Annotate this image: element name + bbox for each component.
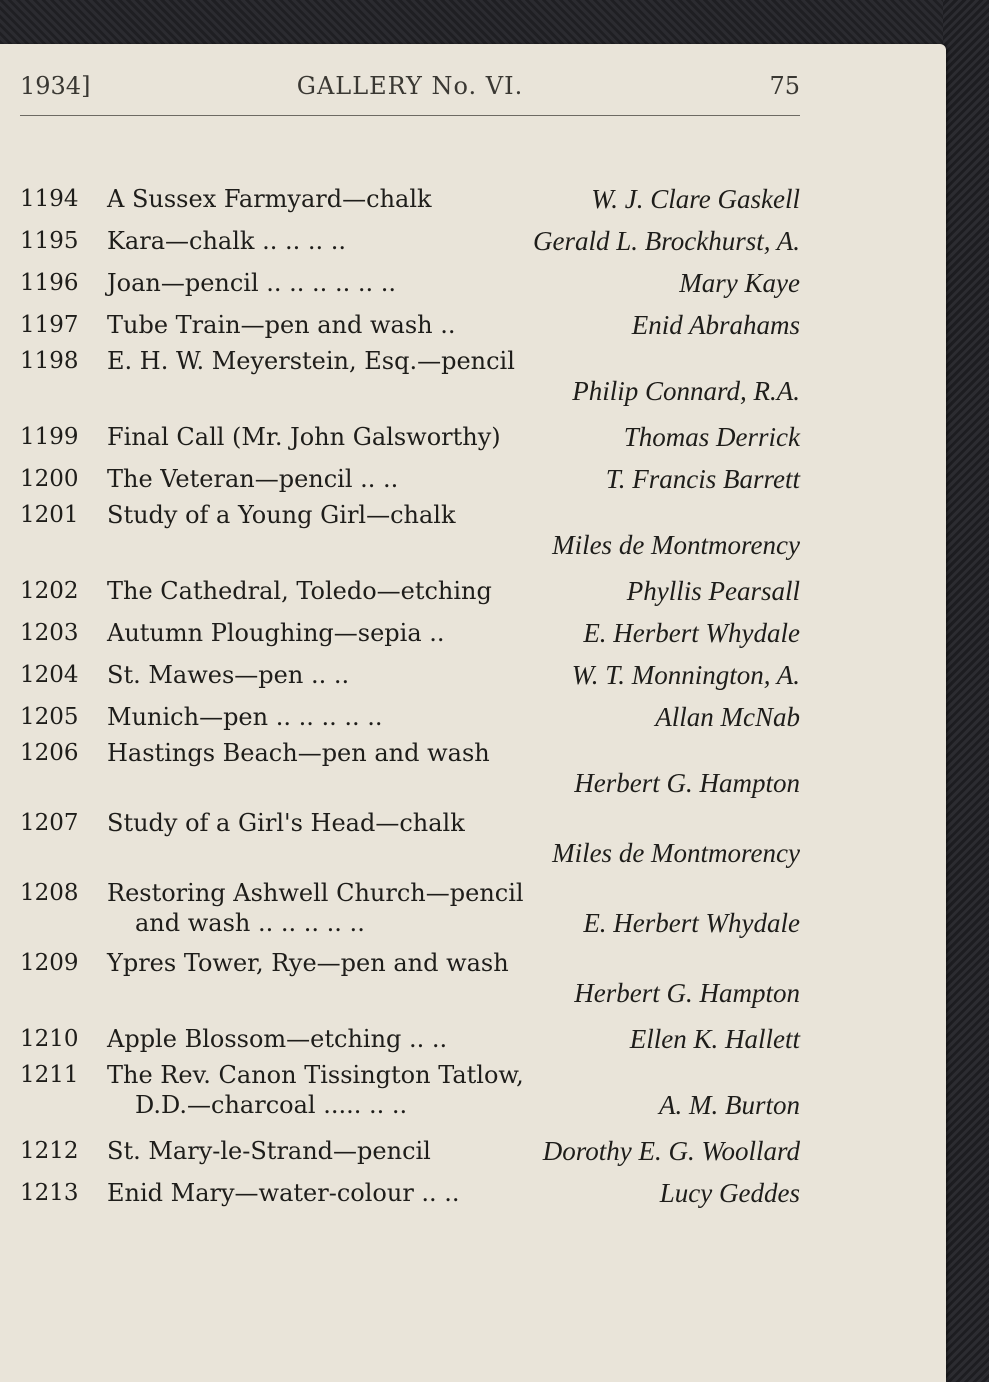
entry-title: A Sussex Farmyard—chalk (107, 185, 432, 213)
catalogue-entry (20, 654, 800, 696)
catalogue-entry (20, 416, 800, 458)
entry-artist: W. J. Clare Gaskell (591, 184, 800, 214)
catalogue-entry (20, 500, 800, 570)
entry-number: 1196 (20, 270, 79, 296)
background-right (943, 0, 989, 1382)
entry-number: 1213 (20, 1180, 79, 1206)
entry-title: Study of a Young Girl—chalk (107, 501, 456, 529)
entry-number: 1209 (20, 950, 79, 976)
entry-title: The Cathedral, Toledo—etching (107, 577, 492, 605)
entry-artist: Ellen K. Hallett (629, 1024, 800, 1054)
entry-title: Hastings Beach—pen and wash (107, 739, 490, 767)
entry-number: 1212 (20, 1138, 79, 1164)
catalogue-entry (20, 948, 800, 1018)
entry-title: E. H. W. Meyerstein, Esq.—pencil (107, 347, 515, 375)
catalogue-entry (20, 262, 800, 304)
entry-artist: Thomas Derrick (623, 422, 800, 452)
entry-artist: Phyllis Pearsall (626, 576, 800, 606)
catalogue-entry (20, 304, 800, 346)
catalogue-entry (20, 220, 800, 262)
entry-number: 1200 (20, 466, 79, 492)
entry-artist: W. T. Monnington, A. (571, 660, 800, 690)
entry-artist: Miles de Montmorency (552, 530, 800, 560)
catalogue-entry (20, 1130, 800, 1172)
catalogue-entry (20, 346, 800, 416)
catalogue-list (20, 178, 800, 1214)
page-header (20, 72, 800, 112)
background-top (0, 0, 989, 48)
catalogue-entry (20, 1172, 800, 1214)
header-title: GALLERY No. VI. (296, 72, 524, 100)
entry-title: Munich—pen .. .. .. .. .. (107, 703, 383, 731)
header-year: 1934] (20, 72, 91, 100)
entry-artist: Miles de Montmorency (552, 838, 800, 868)
entry-title: Enid Mary—water-colour .. .. (107, 1179, 460, 1207)
entry-artist: Enid Abrahams (631, 310, 800, 340)
catalogue-entry (20, 612, 800, 654)
entry-number: 1201 (20, 502, 79, 528)
entry-number: 1194 (20, 186, 79, 212)
entry-artist: Lucy Geddes (659, 1178, 800, 1208)
entry-number: 1197 (20, 312, 79, 338)
entry-title: Tube Train—pen and wash .. (107, 311, 456, 339)
entry-number: 1206 (20, 740, 79, 766)
entry-artist: Herbert G. Hampton (574, 978, 800, 1008)
entry-artist: E. Herbert Whydale (583, 908, 800, 938)
entry-title: St. Mary-le-Strand—pencil (107, 1137, 431, 1165)
entry-number: 1211 (20, 1062, 79, 1088)
catalogue-entry (20, 178, 800, 220)
entry-number: 1210 (20, 1026, 79, 1052)
entry-title: St. Mawes—pen .. .. (107, 661, 350, 689)
entry-number: 1204 (20, 662, 79, 688)
header-rule (20, 115, 800, 116)
entry-artist: Philip Connard, R.A. (572, 376, 800, 406)
entry-artist: Dorothy E. G. Woollard (542, 1136, 800, 1166)
entry-artist: Gerald L. Brockhurst, A. (533, 226, 800, 256)
catalogue-entry (20, 878, 800, 948)
entry-title: Apple Blossom—etching .. .. (107, 1025, 448, 1053)
catalogue-entry (20, 696, 800, 738)
catalogue-entry (20, 738, 800, 808)
entry-title: Autumn Ploughing—sepia .. (107, 619, 445, 647)
catalogue-entry (20, 458, 800, 500)
entry-artist: T. Francis Barrett (605, 464, 800, 494)
entry-number: 1199 (20, 424, 79, 450)
catalogue-entry (20, 808, 800, 878)
catalogue-entry (20, 1060, 800, 1130)
entry-artist: A. M. Burton (659, 1090, 800, 1120)
entry-number: 1202 (20, 578, 79, 604)
catalogue-entry (20, 1018, 800, 1060)
catalogue-entry (20, 570, 800, 612)
entry-number: 1195 (20, 228, 79, 254)
entry-title: Restoring Ashwell Church—pencil (107, 879, 524, 907)
page-number: 75 (769, 72, 800, 100)
entry-title-continuation: and wash .. .. .. .. .. (135, 909, 365, 937)
entry-number: 1203 (20, 620, 79, 646)
entry-artist: Mary Kaye (679, 268, 800, 298)
entry-title: Final Call (Mr. John Galsworthy) (107, 423, 501, 451)
entry-number: 1208 (20, 880, 79, 906)
entry-title: Ypres Tower, Rye—pen and wash (107, 949, 509, 977)
entry-title: Joan—pencil .. .. .. .. .. .. (107, 269, 396, 297)
entry-artist: E. Herbert Whydale (583, 618, 800, 648)
entry-number: 1207 (20, 810, 79, 836)
entry-artist: Allan McNab (655, 702, 800, 732)
entry-number: 1205 (20, 704, 79, 730)
entry-title: Study of a Girl's Head—chalk (107, 809, 465, 837)
entry-title: The Veteran—pencil .. .. (107, 465, 399, 493)
entry-number: 1198 (20, 348, 79, 374)
entry-title: Kara—chalk .. .. .. .. (107, 227, 346, 255)
entry-artist: Herbert G. Hampton (574, 768, 800, 798)
entry-title-continuation: D.D.—charcoal ..... .. .. (135, 1091, 408, 1119)
entry-title: The Rev. Canon Tissington Tatlow, (107, 1061, 524, 1089)
